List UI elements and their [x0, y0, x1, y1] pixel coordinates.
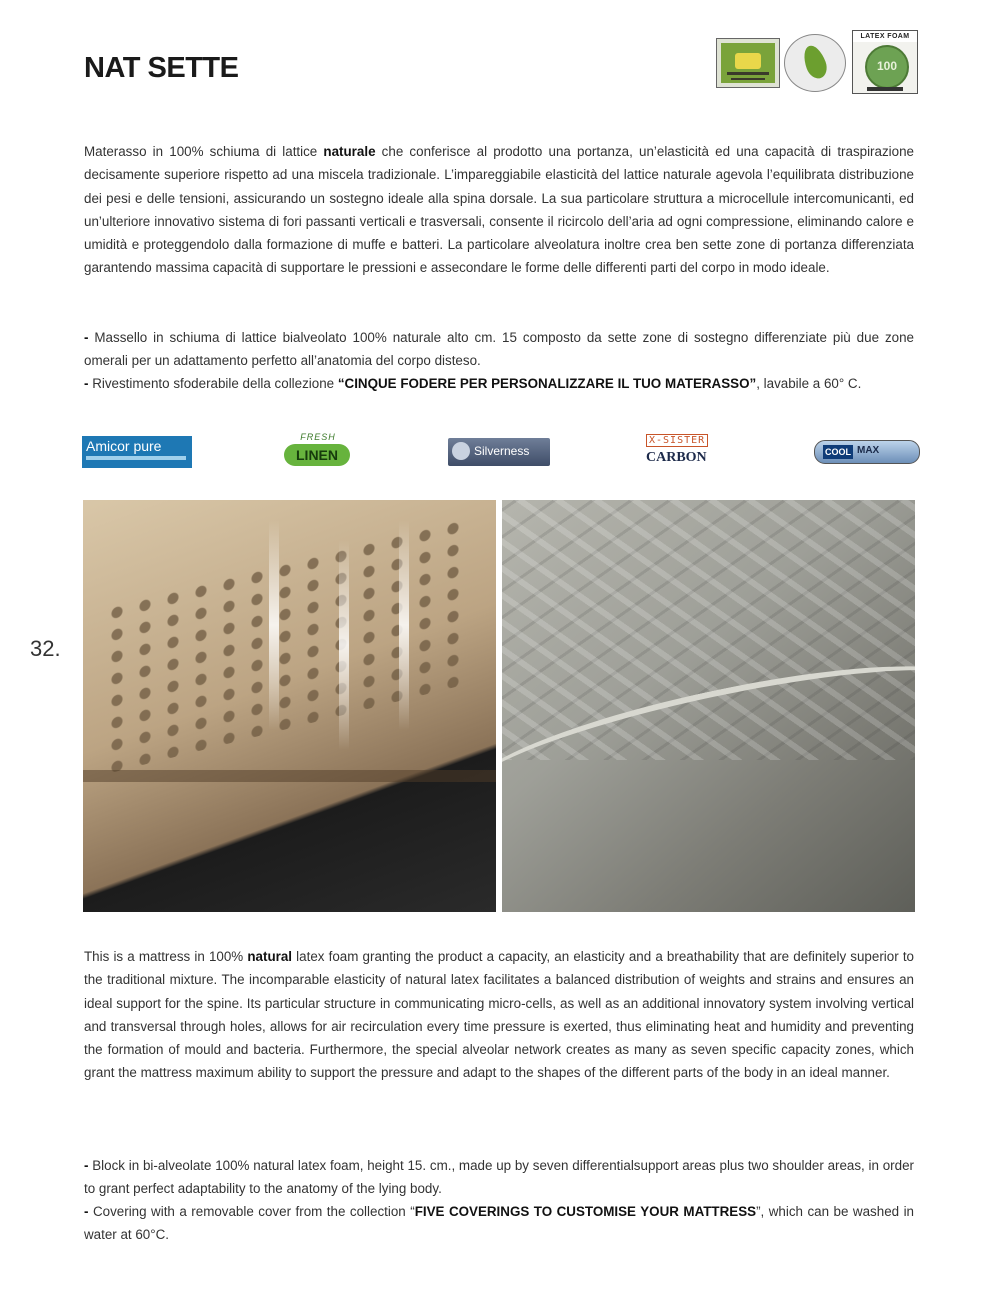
latex-foam-caption: LATEX FOAM: [853, 31, 917, 42]
italian-bullet-2: - Rivestimento sfoderabile della collezione “CINQUE FODERE PER PERSONALIZZARE IL TUO MATERASSO”, lavabile a 60° C.: [84, 376, 862, 391]
certification-badges: [716, 30, 918, 92]
silverness-logo: Silverness: [448, 438, 550, 466]
english-bullet-2: - Covering with a removable cover from the collection “FIVE COVERINGS TO CUSTOMISE YOUR MATTRESS”, which can be washed in water at 60°C.: [84, 1204, 915, 1243]
quality-certificate-badge: [716, 38, 780, 88]
latex-foam-value: 100: [876, 59, 898, 73]
fabric-logos: [82, 432, 918, 472]
italian-bullet-1: - Massello in schiuma di lattice bialveolato 100% naturale alto cm. 15 composto da sette zone di sostegno differenziate più due zone omerali per un adattamento perfetto all’anatomia del corpo disteso.: [84, 330, 914, 369]
xsister-carbon-logo: X-SISTER CARBON: [646, 435, 707, 465]
amicor-pure-logo: Amicor pure: [82, 436, 192, 468]
page-number: 32.: [30, 636, 61, 661]
quilted-cover-photo: [502, 500, 915, 912]
silverness-ring-icon: [452, 442, 470, 460]
english-bullet-1: - Block in bi-alveolate 100% natural latex foam, height 15. cm., made up by seven differentialsupport areas plus two shoulder areas, in order to grant perfect adaptability to the anatomy of the lying body.: [84, 1158, 914, 1197]
page-title: NAT SETTE: [84, 52, 239, 84]
eco-standard-leaf-icon: [784, 34, 846, 92]
coolmax-logo: COOL MAX: [814, 440, 920, 464]
latex-foam-100-badge: [852, 30, 918, 94]
latex-core-photo: [83, 500, 496, 912]
fresh-linen-logo: FRESH LINEN: [284, 432, 352, 468]
english-description: This is a mattress in 100% natural latex foam granting the product a capacity, an elasticity and a breathability that are definitely superior to the traditional mixture. The incomparable elasticity of natural latex facilitates a balanced distribution of weights and strains and ensures an ideal support for the spine. Its particular structure in communicating micro-cells, as well as an additional innovatory system involving vertical and transversal through holes, allows for air recirculation every time pressure is exerted, thus eliminating heat and humidity and preventing the formation of mould and bacteria. Furthermore, the special alveolar network creates as many as seven specific capacity zones, which grant the mattress maximum ability to support the pressure and adapt to the shapes of the different parts of the body in an ideal manner.: [84, 949, 914, 1081]
italian-description: Materasso in 100% schiuma di lattice naturale che conferisce al prodotto una portanza, un’elasticità ed una capacità di traspirazione decisamente superiore rispetto ad una miscela tradizionale. L’impareggiabile elasticità del lattice naturale agevola l’equilibrata distribuzione dei pesi e delle tensioni, assicurando un sostegno ideale alla spina dorsale. La sua particolare struttura a microcellule intercomunicanti, ed un’ulteriore innovativo sistema di fori passanti verticali e trasversali, consente il ricircolo dell’aria ad ogni compressione, eliminando calore e umidità e proteggendolo dalla formazione di muffe e batteri. La particolare alveolatura inoltre crea ben sette zone di portanza differenziata garantendo massima capacità di supportare le pressioni e assecondare le forme delle differenti parti del corpo in modo ideale.: [84, 144, 914, 276]
